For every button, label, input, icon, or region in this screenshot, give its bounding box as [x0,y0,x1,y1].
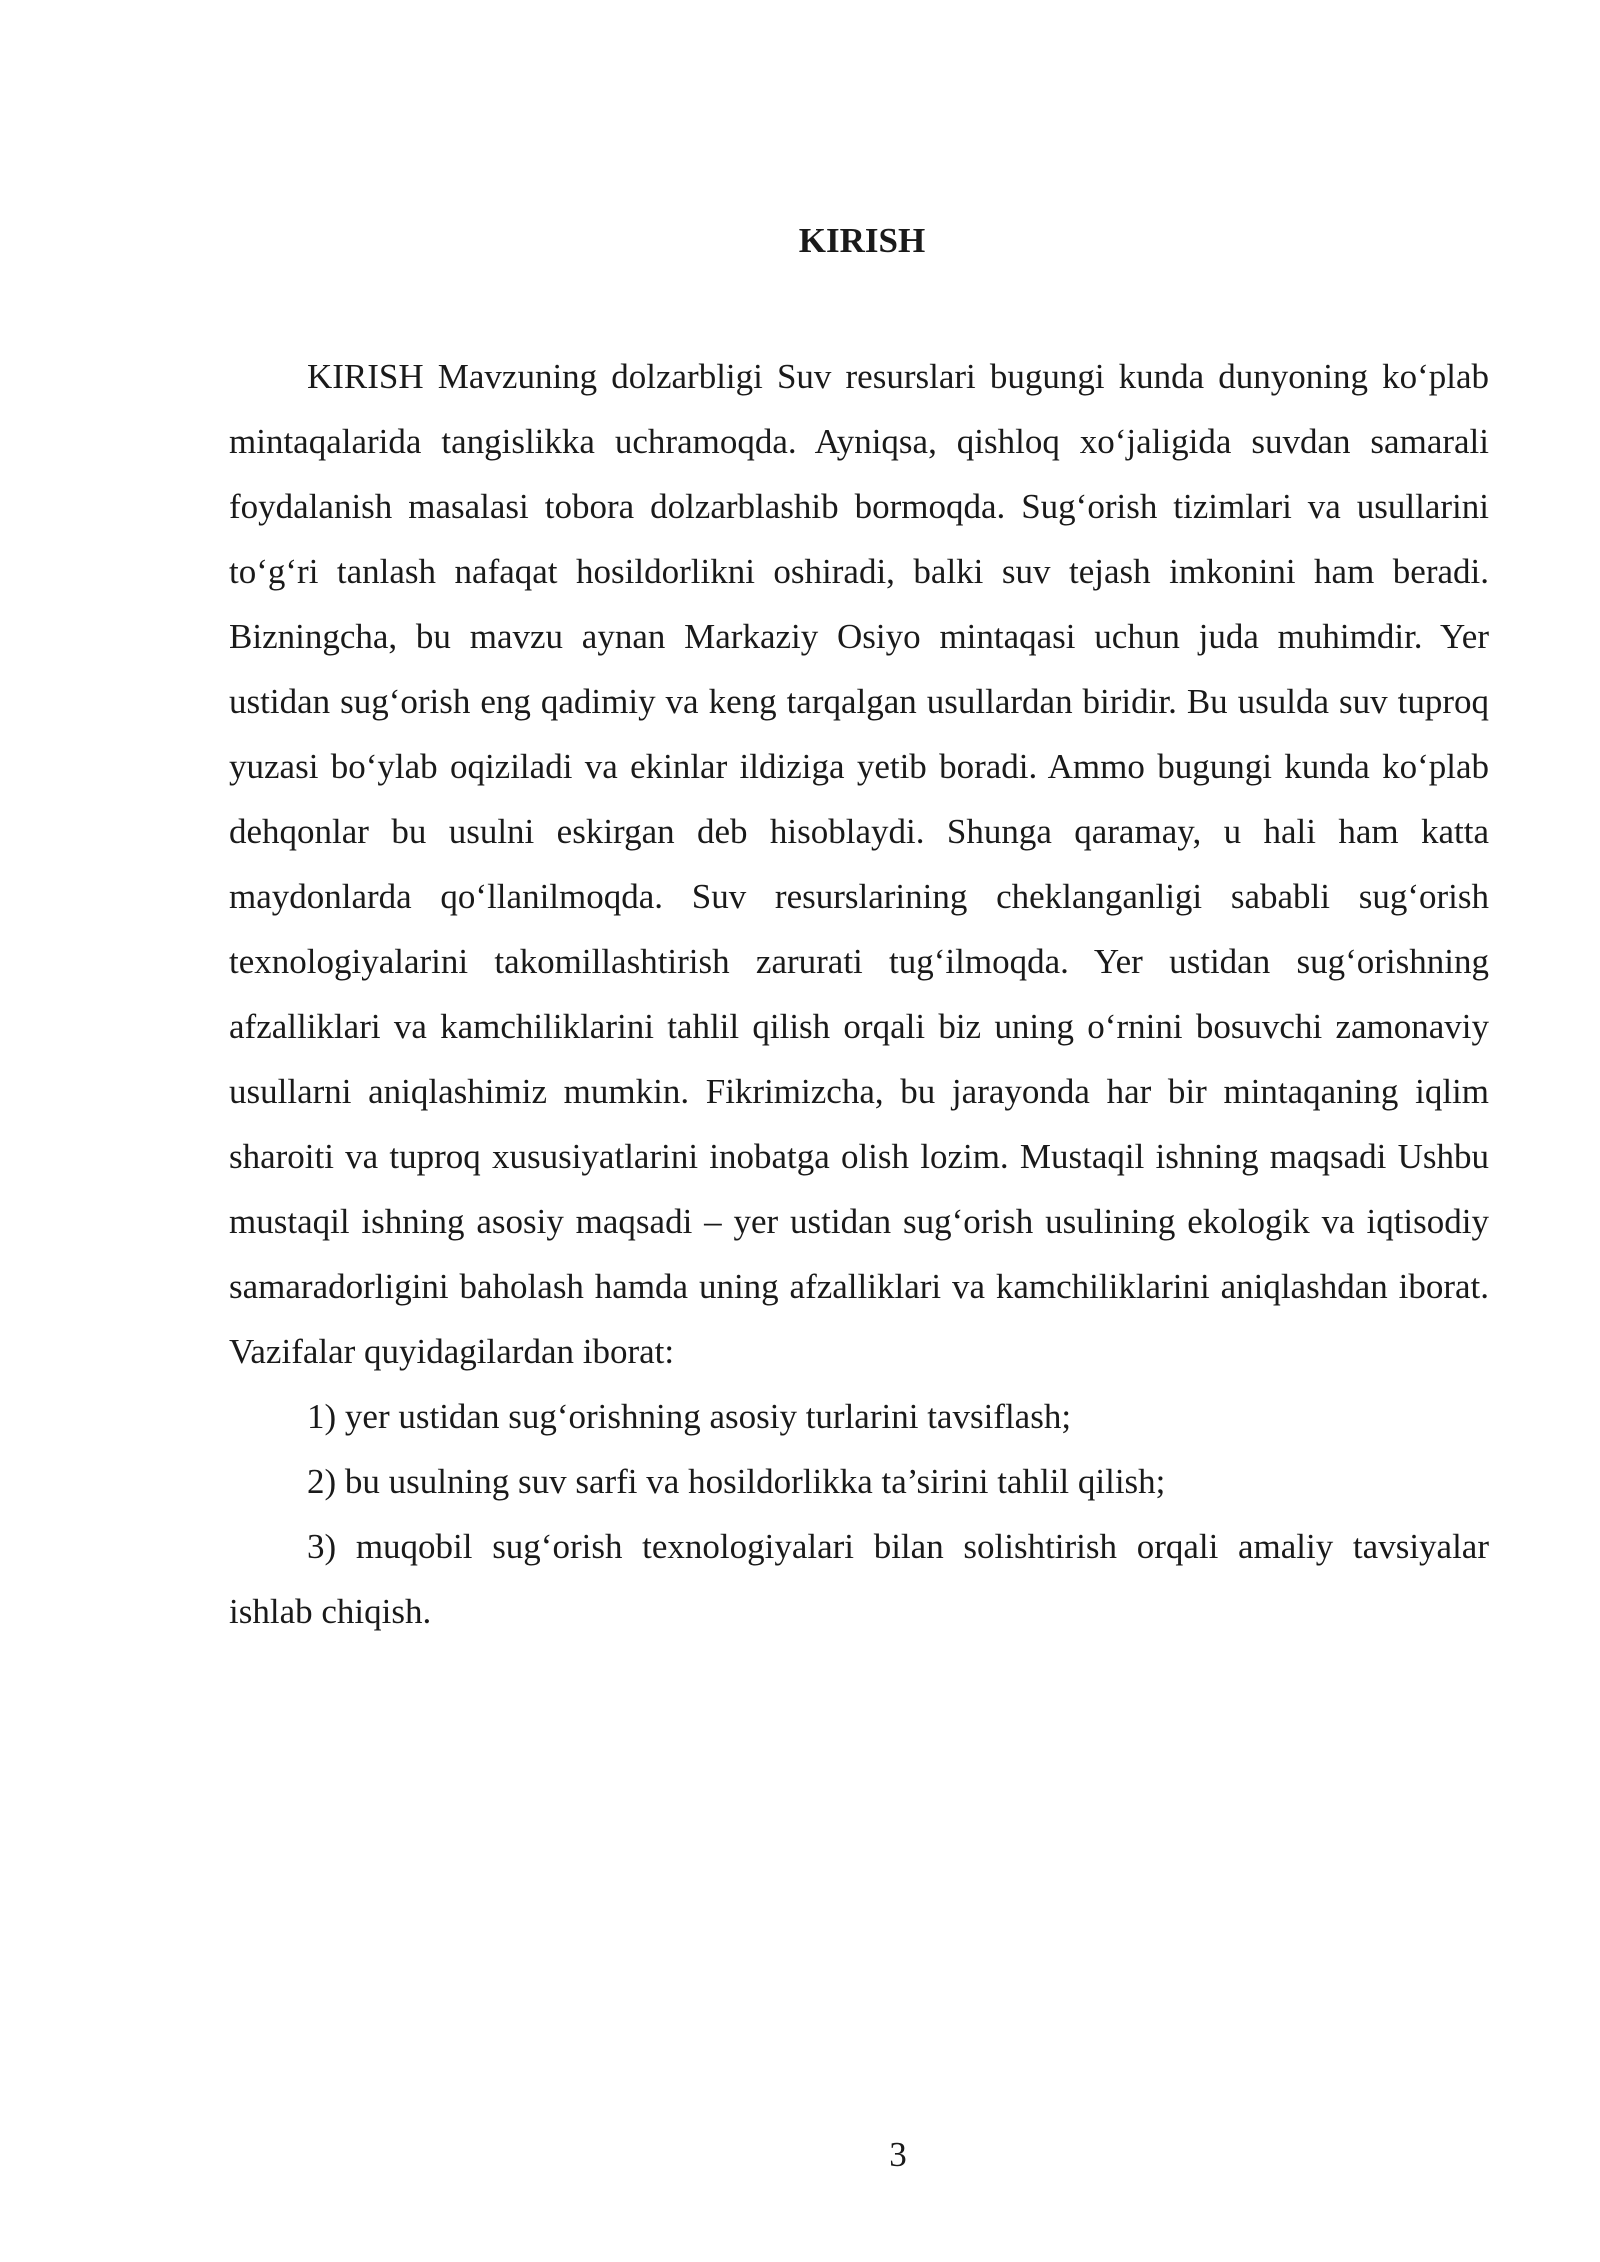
intro-paragraph: KIRISH Mavzuning dolzarbligi Suv resurslari bugungi kunda dunyoning ko‘plab mintaqalarida tangislikka uchramoqda. Ayniqsa, qishloq xo‘jaligida suvdan samarali foydalanish masalasi tobora dolzarblashib bormoqda. Sug‘orish tizimlari va usullarini to‘g‘ri tanlash nafaqat hosildorlikni oshiradi, balki suv tejash imkonini ham beradi. Bizningcha, bu mavzu aynan Markaziy Osiyo mintaqasi uchun juda muhimdir. Yer ustidan sug‘orish eng qadimiy va keng tarqalgan usullardan biridir. Bu usulda suv tuproq yuzasi bo‘ylab oqiziladi va ekinlar ildiziga yetib boradi. Ammo bugungi kunda ko‘plab dehqonlar bu usulni eskirgan deb hisoblaydi. Shunga qaramay, u hali ham katta maydonlarda qo‘llanilmoqda. Suv resurslarining cheklanganligi sababli sug‘orish texnologiyalarini takomillashtirish zarurati tug‘ilmoqda. Yer ustidan sug‘orishning afzalliklari va kamchiliklarini tahlil qilish orqali biz uning o‘rnini bosuvchi zamonaviy usullarni aniqlashimiz mumkin. Fikrimizcha, bu jarayonda har bir mintaqaning iqlim sharoiti va tuproq xususiyatlarini inobatga olish lozim. Mustaqil ishning maqsadi Ushbu mustaqil ishning asosiy maqsadi – yer ustidan sug‘orish usulining ekologik va iqtisodiy samaradorligini baholash hamda uning afzalliklari va kamchiliklarini aniqlashdan iborat. Vazifalar quyidagilardan iborat: [229,357,1489,1371]
task-item-3: 3) muqobil sug‘orish texnologiyalari bilan solishtirish orqali amaliy tavsiyalar ishlab chiqish. [229,1527,1489,1631]
task-item-2: 2) bu usulning suv sarfi va hosildorlikka ta’sirini tahlil qilish; [307,1462,1166,1501]
page-number: 3 [889,2135,907,2174]
task-item-1: 1) yer ustidan sug‘orishning asosiy turlarini tavsiflash; [307,1397,1072,1436]
body-text [229,344,1489,1644]
section-heading: KIRISH [798,221,926,260]
